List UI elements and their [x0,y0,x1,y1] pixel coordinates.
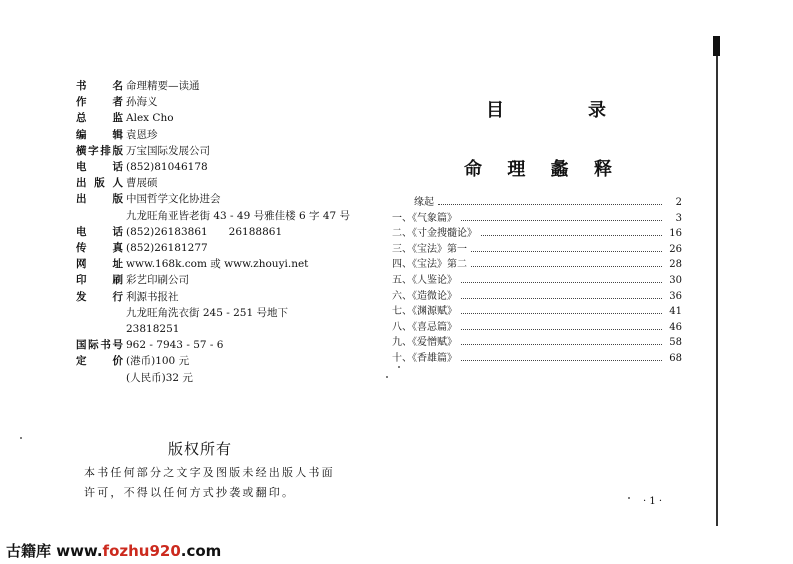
colophon-label: 作 者 [76,96,124,109]
colophon-label: 编 辑 [76,128,124,141]
contents-heading-char: 录 [588,100,606,121]
toc-entry-title: 缘起 [414,197,434,208]
colophon-value: 彩艺印刷公司 [126,274,189,287]
toc-entry-title: 四、《宝法》第二 [392,259,467,271]
toc-leader-dots [461,321,662,330]
toc-entry-title: 五、《人鉴论》 [392,274,457,286]
colophon-row [76,289,376,305]
site-watermark [6,540,221,561]
toc-entry [392,304,682,320]
toc-entry-page: 46 [669,321,682,333]
colophon-row [76,191,376,207]
scan-speck [398,366,400,368]
colophon-row [76,305,376,321]
colophon-value: 中国哲学文化协进会 [126,193,221,206]
colophon [76,78,376,386]
colophon-value: 袁恩珍 [126,128,158,141]
toc-entry-page: 2 [675,197,682,208]
toc-entry [392,211,682,227]
colophon-label: 出版人 [76,177,124,190]
watermark-accent: fozhu920 [102,542,181,560]
toc-entry [392,320,682,336]
colophon-row [76,159,376,175]
book-title-char: 命 [464,159,482,180]
watermark-suffix: .com [180,542,222,560]
toc-leader-dots [461,305,662,314]
colophon-row [76,256,376,272]
watermark-prefix: 古籍库 www. [6,542,103,560]
colophon-row [76,353,376,369]
toc-entry-title: 十、《香雄篇》 [392,352,457,364]
colophon-row [76,143,376,159]
colophon-value: (852)81046178 [126,161,208,174]
colophon-row [76,94,376,110]
toc-entry-page: 26 [669,243,682,255]
toc-entry-page: 36 [669,290,682,302]
toc-leader-dots [461,336,662,345]
toc-entry-title: 二、《寸金搜髓论》 [392,228,477,240]
toc-entry [392,242,682,258]
book-title-char: 释 [593,159,612,180]
toc-entry-title: 一、《气象篇》 [392,212,457,224]
scan-speck [628,497,630,499]
book-title-char: 理 [507,159,526,180]
colophon-row [76,224,376,240]
toc-entry-title: 七、《渊源赋》 [392,306,457,318]
toc-leader-dots [481,227,662,236]
colophon-label: 国际书号 [76,339,124,352]
colophon-value: 九龙旺角亚皆老街 43 - 49 号雅佳楼 6 字 47 号 [126,209,351,222]
colophon-value: (人民币)32 元 [126,371,193,384]
binding-edge-mark [713,36,720,56]
toc-entry [392,273,682,289]
toc-entry [392,335,682,351]
colophon-label: 电 话 [76,161,124,174]
scan-speck [20,437,22,439]
colophon-label: 电 话 [76,225,124,238]
toc-entry-page: 3 [675,212,682,224]
toc-leader-dots [461,290,662,299]
toc-entry [392,257,682,273]
colophon-row [76,208,376,224]
colophon-value: 23818251 [126,323,180,336]
book-title-char: 蠡 [550,159,569,180]
binding-edge-line [716,56,718,526]
colophon-label: 网 址 [76,258,124,271]
toc-entry-title: 八、《喜忌篇》 [392,321,457,333]
colophon-row [76,110,376,126]
colophon-label: 传 真 [76,242,124,255]
colophon-value: Alex Cho [126,112,174,125]
colophon-row [76,370,376,386]
colophon-value: 孙海义 [126,96,158,109]
toc-entry-page: 30 [669,274,682,286]
toc-entry-title: 三、《宝法》第一 [392,243,467,255]
colophon-value: (港币)100 元 [126,355,190,368]
toc-entry-page: 68 [669,352,682,364]
colophon-value: (852)26181277 [126,242,208,255]
toc-entry-page: 41 [669,306,682,318]
book-title [464,155,612,181]
colophon-value: 九龙旺角洗衣街 245 - 251 号地下 [126,306,288,319]
contents-heading-char: 目 [486,100,504,121]
toc-entry [392,226,682,242]
colophon-label: 发 行 [76,290,124,303]
toc-leader-dots [438,196,662,205]
toc-entry-page: 58 [669,337,682,349]
colophon-label: 印 刷 [76,274,124,287]
colophon-value: 利源书报社 [126,290,179,303]
toc-leader-dots [471,243,662,252]
colophon-value: (852)26183861 26188861 [126,225,283,238]
toc-entry-page: 28 [669,259,682,271]
colophon-value: 万宝国际发展公司 [126,144,210,157]
toc-entry-title: 九、《爱憎赋》 [392,337,457,349]
toc-entry [392,289,682,305]
colophon-row [76,337,376,353]
toc-leader-dots [461,352,662,361]
copyright-notice: 本书任何部分之文字及图版未经出版人书面许可，不得以任何方式抄袭或翻印。 [84,466,335,499]
colophon-value: 曹展硕 [126,177,158,190]
toc-entry [392,195,682,211]
toc-leader-dots [471,258,662,267]
colophon-label: 书 名 [76,80,124,92]
colophon-row [76,175,376,191]
colophon-value: 962 - 7943 - 57 - 6 [126,339,224,352]
table-of-contents [392,195,682,367]
toc-entry-page: 16 [669,228,682,240]
toc-entry [392,351,682,367]
page-number: · 1 · [643,496,663,507]
toc-entry-title: 六、《造微论》 [392,290,457,302]
colophon-row [76,321,376,337]
colophon-label: 定 价 [76,355,124,368]
colophon-label: 总 监 [76,112,124,125]
toc-leader-dots [461,212,662,221]
copyright-title: 版权所有 [168,440,233,458]
scan-speck [386,376,388,378]
colophon-label: 横字排版 [76,144,124,157]
colophon-value: www.168k.com 或 www.zhouyi.net [126,258,309,271]
colophon-label: 出 版 [76,193,124,206]
colophon-row [76,127,376,143]
colophon-row [76,240,376,256]
colophon-value: 命理精要—读通 [126,80,200,92]
colophon-row [76,272,376,288]
toc-leader-dots [461,274,662,283]
contents-heading [486,96,606,122]
colophon-row [76,78,376,94]
